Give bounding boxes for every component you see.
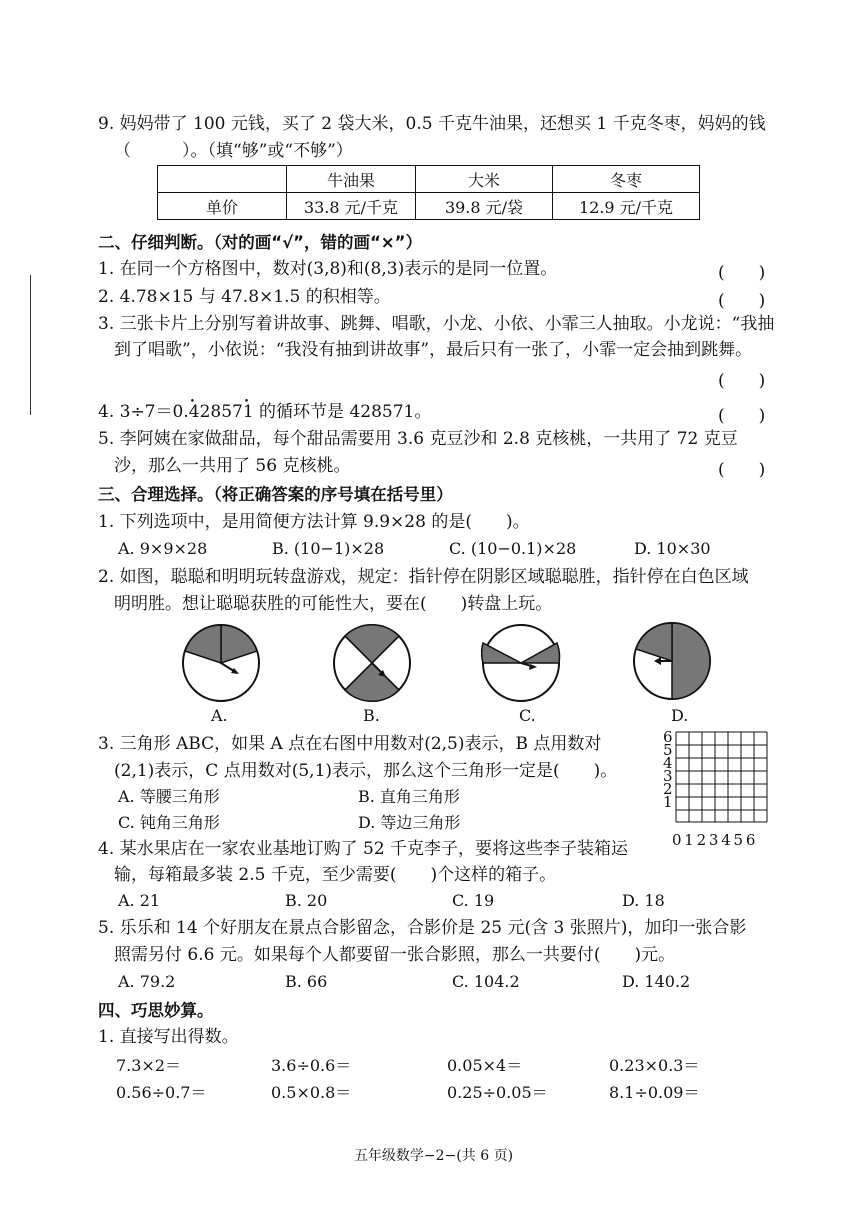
- calc-q1-title: 1. 直接写出得数。: [98, 1027, 239, 1047]
- q4-option-d[interactable]: D. 18: [622, 891, 665, 910]
- q5-option-b[interactable]: B. 66: [285, 972, 328, 991]
- q5-option-a[interactable]: A. 79.2: [118, 972, 176, 991]
- section2-title: 二、仔细判断。（对的画“√”，错的画“×”）: [98, 233, 422, 252]
- judge-item-2: 2. 4.78×15 与 47.8×1.5 的积相等。: [98, 287, 391, 307]
- q1-option-b[interactable]: B. (10−1)×28: [272, 539, 385, 558]
- judge-item-3: 3. 三张卡片上分别写着讲故事、跳舞、唱歌，小龙、小依、小霏三人抽取。小龙说：“我抽: [98, 314, 775, 334]
- spinner-label-c: C.: [519, 706, 536, 725]
- answer-paren-5[interactable]: ( ): [718, 460, 766, 480]
- q1-option-c[interactable]: C. (10−0.1)×28: [449, 539, 577, 558]
- q1-option-a[interactable]: A. 9×9×28: [118, 539, 208, 558]
- repeat-dot-start: • 4: [189, 402, 200, 422]
- calc-item: 0.5×0.8＝: [271, 1083, 352, 1102]
- calc-item: 0.25÷0.05＝: [447, 1083, 548, 1102]
- spinner-label-b: B.: [363, 706, 380, 725]
- choice-q5-line2: 照需另付 6.6 元。如果每个人都要留一张合影照，那么一共要付( )元。: [114, 945, 676, 965]
- table-cell: 大米: [416, 166, 553, 193]
- table-cell: 单价: [158, 193, 287, 220]
- judge-item-4: [98, 401, 431, 423]
- calc-item: 0.23×0.3＝: [609, 1056, 700, 1075]
- choice-q4-line2: 输，每箱最多装 2.5 千克，至少需要( )个这样的箱子。: [114, 865, 557, 885]
- answer-paren-2[interactable]: ( ): [718, 291, 766, 311]
- calc-item: 3.6÷0.6＝: [271, 1056, 352, 1075]
- q3-option-a[interactable]: A. 等腰三角形: [118, 787, 220, 806]
- table-cell: [158, 166, 287, 193]
- spinner-a: [181, 623, 261, 703]
- judge-item-1: 1. 在同一个方格图中，数对(3,8)和(8,3)表示的是同一位置。: [98, 259, 558, 279]
- choice-q4-line1: 4. 某水果店在一家农业基地订购了 52 千克李子，要将这些李子装箱运: [98, 839, 629, 859]
- choice-q3-line1: 3. 三角形 ABC，如果 A 点在右图中用数对(2,5)表示，B 点用数对: [98, 734, 602, 754]
- price-table: [157, 165, 700, 220]
- grid-y-label: 6: [663, 728, 673, 746]
- q4-option-a[interactable]: A. 21: [118, 891, 161, 910]
- table-header-row: [158, 166, 700, 193]
- section4-title: 四、巧思妙算。: [98, 1001, 214, 1020]
- table-row: [158, 193, 700, 220]
- q3-option-c[interactable]: C. 钝角三角形: [118, 813, 220, 832]
- judge-item-3-line2: 到了唱歌”，小依说：“我没有抽到讲故事”，最后只有一张了，小霏一定会抽到跳舞。: [114, 340, 753, 360]
- q4-option-b[interactable]: B. 20: [285, 891, 328, 910]
- q9-line2: （ ）。（填“够”或“不够”）: [114, 141, 353, 161]
- calc-item: 0.56÷0.7＝: [116, 1083, 207, 1102]
- q3-option-d[interactable]: D. 等边三角形: [358, 813, 461, 832]
- answer-paren-3[interactable]: ( ): [718, 371, 766, 391]
- table-cell: 牛油果: [287, 166, 416, 193]
- section3-title: 三、合理选择。（将正确答案的序号填在括号里）: [98, 485, 453, 504]
- grid-y-label: 3: [663, 767, 673, 785]
- repeat-dot-end: • 1: [243, 402, 254, 422]
- spinner-d: [632, 621, 712, 701]
- answer-paren-1[interactable]: ( ): [718, 263, 766, 283]
- spinner-c: [481, 623, 561, 703]
- grid-y-label: 2: [663, 780, 673, 798]
- table-cell: 12.9 元/千克: [553, 193, 700, 220]
- spinner-label-d: D.: [671, 706, 689, 725]
- choice-q5-line1: 5. 乐乐和 14 个好朋友在景点合影留念，合影价是 25 元(含 3 张照片)，加印一张合影: [98, 918, 747, 938]
- choice-q3-line2: (2,1)表示，C 点用数对(5,1)表示，那么这个三角形一定是( )。: [114, 761, 618, 781]
- binding-margin-mark: [30, 275, 41, 415]
- spinner-b: [332, 623, 412, 703]
- choice-q2-line2: 明明胜。想让聪聪获胜的可能性大，要在( )转盘上玩。: [114, 594, 553, 614]
- q9-line1: 9. 妈妈带了 100 元钱，买了 2 袋大米，0.5 千克牛油果，还想买 1 千克冬枣，妈妈的钱: [98, 114, 766, 134]
- grid-y-labels: [663, 728, 673, 811]
- judge-item-5-line2: 沙，那么一共用了 56 克核桃。: [114, 456, 351, 476]
- table-cell: 39.8 元/袋: [416, 193, 553, 220]
- calc-item: 8.1÷0.09＝: [609, 1083, 700, 1102]
- table-cell: 33.8 元/千克: [287, 193, 416, 220]
- judge-item-5: 5. 李阿姨在家做甜品，每个甜品需要用 3.6 克豆沙和 2.8 克核桃，一共用了 72 克豆: [98, 429, 738, 449]
- grid-x-labels: 0 1 2 3 4 5 6: [672, 831, 755, 849]
- judge-item-4-text-a: 4. 3÷7＝0.: [98, 402, 189, 422]
- grid-y-label: 5: [663, 741, 673, 759]
- page-footer: 五年级数学−2−(共 6 页): [353, 1148, 514, 1164]
- q5-option-c[interactable]: C. 104.2: [452, 972, 520, 991]
- choice-q1: 1. 下列选项中，是用简便方法计算 9.9×28 的是( )。: [98, 512, 530, 532]
- answer-paren-4[interactable]: ( ): [718, 406, 766, 426]
- spinner-label-a: A.: [211, 706, 228, 725]
- q5-option-d[interactable]: D. 140.2: [622, 972, 691, 991]
- q1-option-d[interactable]: D. 10×30: [634, 539, 711, 558]
- judge-item-4-mid: 2857: [199, 402, 243, 422]
- q3-option-b[interactable]: B. 直角三角形: [358, 787, 460, 806]
- judge-item-4-text-b: 的循环节是 428571。: [253, 402, 432, 422]
- grid-y-label: 4: [663, 754, 673, 772]
- q4-option-c[interactable]: C. 19: [452, 891, 495, 910]
- calc-item: 7.3×2＝: [116, 1056, 182, 1075]
- table-cell: 冬枣: [553, 166, 700, 193]
- grid-y-label: 1: [663, 793, 673, 811]
- coordinate-grid: [662, 728, 782, 830]
- choice-q2-line1: 2. 如图，聪聪和明明玩转盘游戏，规定：指针停在阴影区域聪聪胜，指针停在白色区域: [98, 567, 749, 587]
- calc-item: 0.05×4＝: [447, 1056, 523, 1075]
